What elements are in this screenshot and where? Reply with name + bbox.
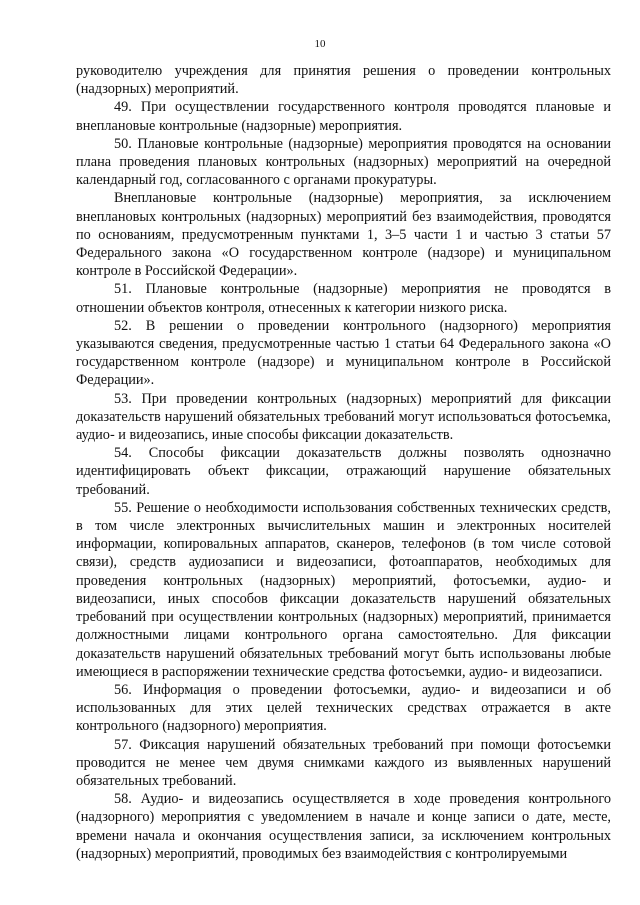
paragraph-51: 51. Плановые контрольные (надзорные) мероприятия не проводятся в отношении объектов контроля, отнесенных к категории низкого риска. [76,281,611,316]
paragraph-continuation: руководителю учреждения для принятия решения о проведении контрольных (надзорных) мероприятий. [76,63,611,98]
paragraph-53: 53. При проведении контрольных (надзорных) мероприятий для фиксации доказательств нарушений обязательных требований могут использоваться фотосъемка, аудио- и видеозапись, иные способы фиксации доказательств. [76,390,611,444]
paragraph-56: 56. Информация о проведении фотосъемки, аудио- и видеозаписи и об использованных для этих целей технических средствах отражается в акте контрольного (надзорного) мероприятия. [76,681,611,735]
paragraph-54: 54. Способы фиксации доказательств должны позволять однозначно идентифицировать объект фиксации, отражающий нарушение обязательных требований. [76,445,611,498]
paragraph-50: 50. Плановые контрольные (надзорные) мероприятия проводятся на основании плана проведения плановых контрольных (надзорных) мероприятий на очередной календарный год, согласованного с органами прокуратуры. [76,135,611,189]
paragraph-58: 58. Аудио- и видеозапись осуществляется в ходе проведения контрольного (надзорного) мероприятия с уведомлением в начале и конце записи о дате, месте, времени начала и окончания осуществления записи, за исключением контрольных (надзорных) мероприятий, проводимых без взаимодействия с контролируемыми [76,791,611,862]
paragraph-55: 55. Решение о необходимости использования собственных технических средств, в том числе электронных вычислительных машин и электронных носителей информации, копировальных аппаратов, сканеров, телефонов (в том числе сотовой связи), средств аудиозаписи и видеозаписи, фотоаппаратов, необходимых для проведения контрольных (надзорных) мероприятий, фотосъемки, аудио- и видеозаписи, иных способов фиксации доказательств нарушений обязательных требований при осуществлении контрольных (надзорных) мероприятий, принимается должностными лицами контрольного органа самостоятельно. Для фиксации доказательств нарушений обязательных требований могут быть использованы любые имеющиеся в распоряжении технические средства фотосъемки, аудио- и видеозаписи. [76,499,611,680]
paragraph-52: 52. В решении о проведении контрольного (надзорного) мероприятия указываются сведения, предусмотренные частью 1 статьи 64 Федерального закона «О государственном контроле (надзоре) и муниципальном контроле в Российской Федерации». [76,317,611,389]
paragraph-57: 57. Фиксация нарушений обязательных требований при помощи фотосъемки проводится не менее чем двумя снимками каждого из выявленных нарушений обязательных требований. [76,736,611,789]
document-body [76,62,611,863]
paragraph-49: 49. При осуществлении государственного контроля проводятся плановые и внеплановые контрольные (надзорные) мероприятия. [76,99,611,134]
page-number: 10 [314,38,326,50]
paragraph-50-unplanned: Внеплановые контрольные (надзорные) мероприятия, за исключением внеплановых контрольных (надзорных) мероприятий без взаимодействия, проводятся по основаниям, предусмотренным пунктами 1, 3–5 части 1 и частью 3 статьи 57 Федерального закона «О государственном контроле (надзоре) и муниципальном контроле в Российской Федерации». [76,190,611,280]
